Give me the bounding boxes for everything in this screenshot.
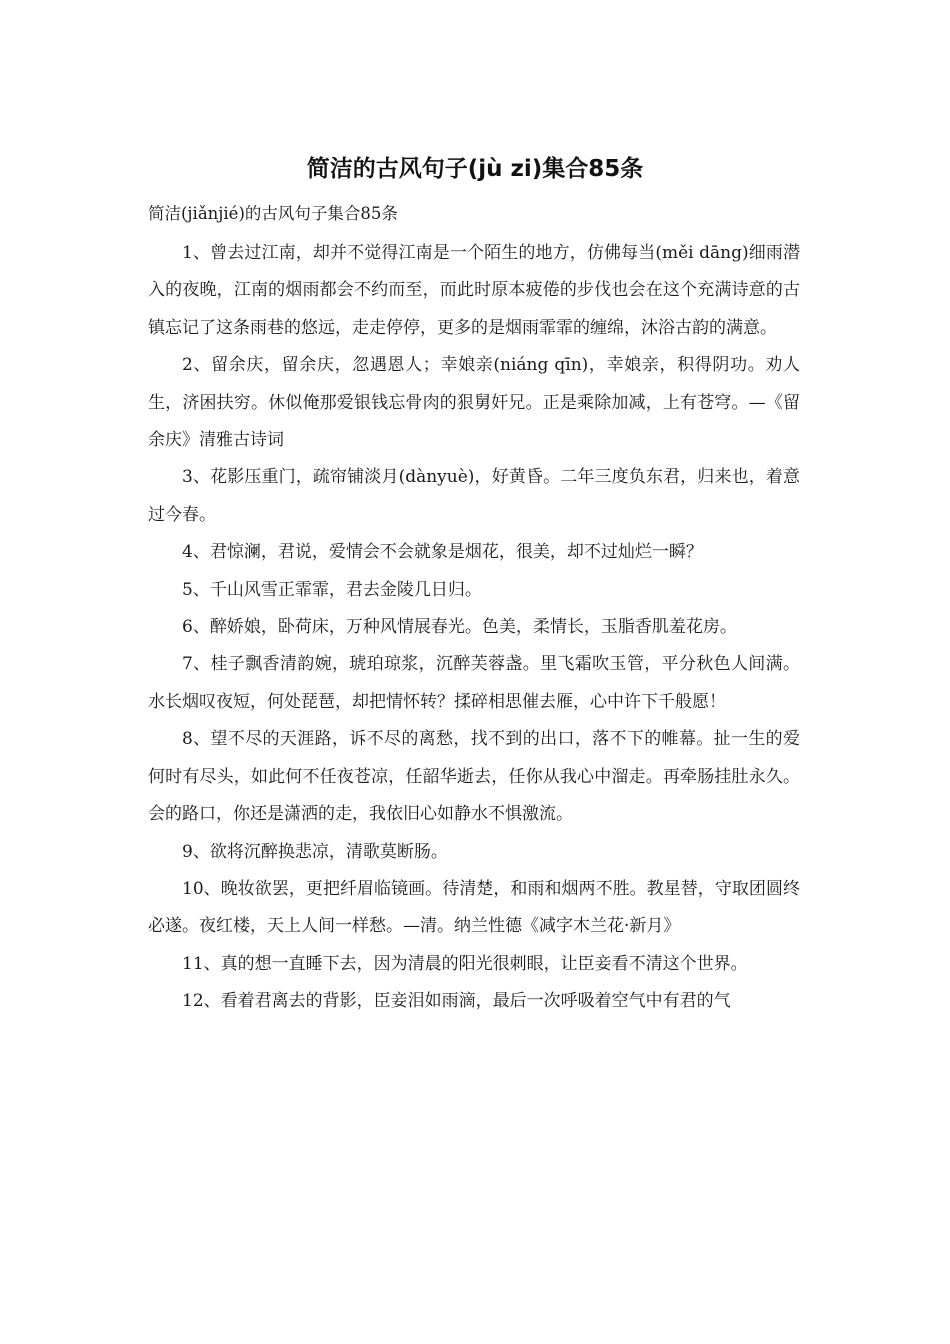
paragraph: 3、花影压重门，疏帘铺淡月(dànyuè)，好黄昏。二年三度负东君，归来也，着意过今春。 — [148, 467, 800, 525]
paragraph: 9、欲将沉醉换悲凉，清歌莫断肠。 — [182, 841, 448, 862]
paragraph: 5、千山风雪正霏霏，君去金陵几日归。 — [182, 579, 482, 600]
paragraph: 10、晚妆欲罢，更把纤眉临镜画。待清楚，和雨和烟两不胜。教星替，守取团圆终必遂。夜红楼，天上人间一样愁。—清。纳兰性德《减字木兰花·新月》 — [148, 878, 800, 937]
paragraph: 6、醉娇娘，卧荷床，万种风情展春光。色美，柔情长，玉脂香肌羞花房。 — [182, 617, 737, 638]
paragraph: 7、桂子飘香清韵婉，琥珀琼浆，沉醉芙蓉盏。里飞霜吹玉管，平分秋色人间满。水长烟叹夜短，何处琵琶，却把情怀转？揉碎相思催去雁，心中许下千般愿！ — [148, 654, 800, 712]
document-subtitle: 简洁(jiǎnjié)的古风句子集合85条 — [148, 204, 398, 223]
paragraph: 12、看着君离去的背影，臣妾泪如雨滴，最后一次呼吸着空气中有君的气 — [182, 991, 731, 1012]
document-title: 简洁的古风句子(jù zi)集合85条 — [306, 156, 644, 182]
paragraph: 4、君惊澜，君说，爱情会不会就象是烟花，很美，却不过灿烂一瞬？ — [182, 542, 703, 563]
document-body — [148, 235, 800, 1021]
paragraph: 1、曾去过江南，却并不觉得江南是一个陌生的地方，仿佛每当(měi dāng)细雨潜入的夜晚，江南的烟雨都会不约而至，而此时原本疲倦的步伐也会在这个充满诗意的古镇忘记了这条雨巷的悠远，走走停停，更多的是烟雨霏霏的缠绵，沐浴古韵的满意。 — [148, 243, 800, 338]
paragraph: 11、真的想一直睡下去，因为清晨的阳光很刺眼，让臣妾看不清这个世界。 — [182, 953, 748, 974]
paragraph: 8、望不尽的天涯路，诉不尽的离愁，找不到的出口，落不下的帷幕。扯一生的爱何时有尽头，如此何不任夜苍凉，任韶华逝去，任你从我心中溜走。再牵肠挂肚永久。会的路口，你还是潇洒的走，我依旧心如静水不惧激流。 — [148, 729, 800, 825]
paragraph: 2、留余庆，留余庆，忽遇恩人；幸娘亲(niáng qīn)，幸娘亲，积得阴功。劝人生，济困扶穷。休似俺那爱银钱忘骨肉的狠舅奸兄。正是乘除加减，上有苍穹。—《留余庆》清雅古诗词 — [148, 355, 800, 451]
